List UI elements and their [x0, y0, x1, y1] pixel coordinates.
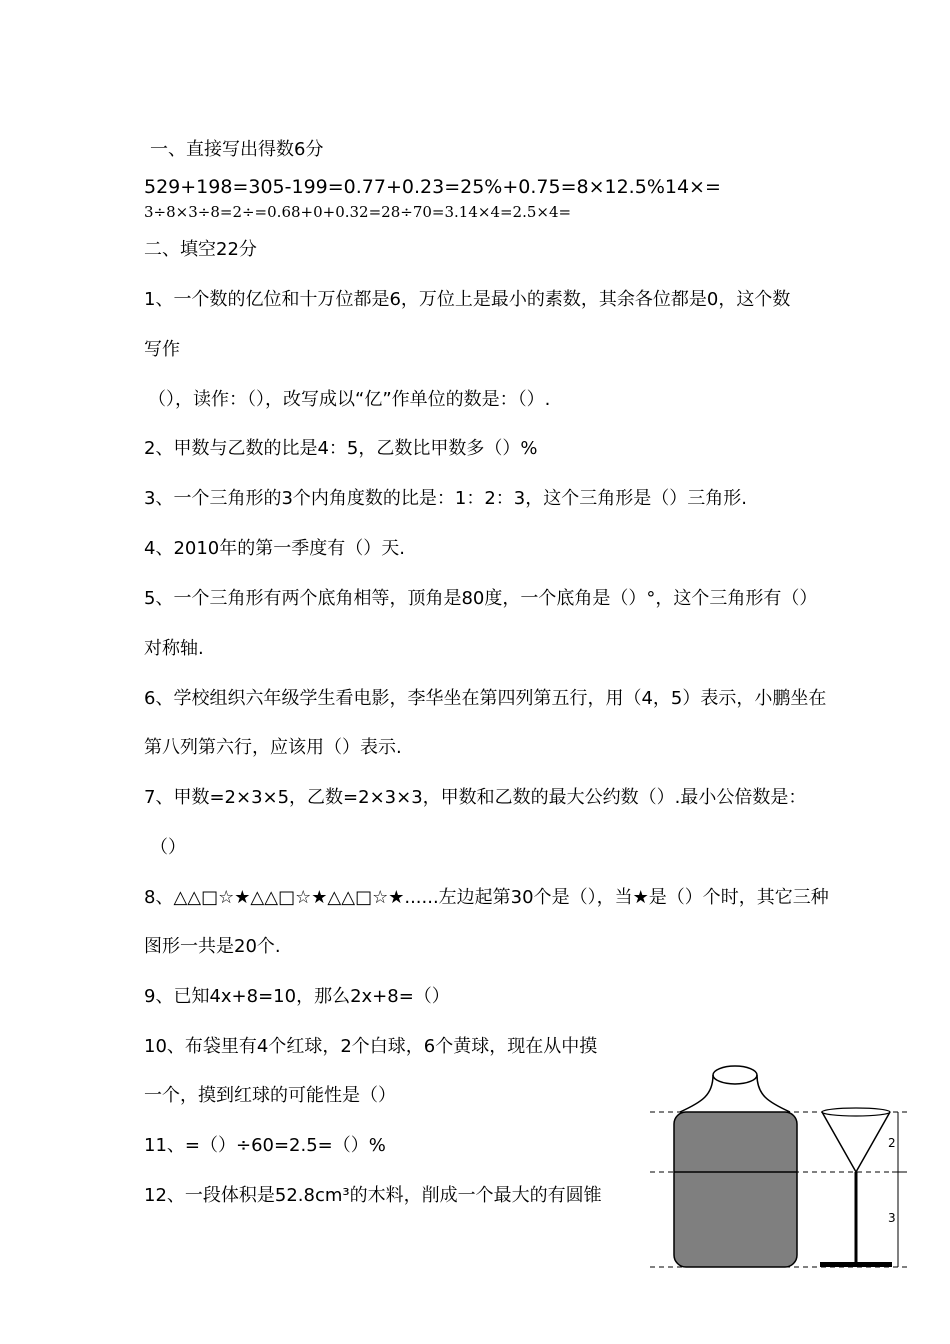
question-line: 10、布袋里有4个红球，2个白球，6个黄球，现在从中摸: [144, 1036, 598, 1057]
dimension-label-bottom: 3: [888, 1211, 896, 1225]
cone-base: [820, 1262, 892, 1267]
bottle-body: [674, 1112, 797, 1267]
section-1-heading: 一、直接写出得数6分: [150, 139, 324, 160]
cone-cup: [822, 1112, 890, 1172]
question-line: 12、一段体积是52.8cm³的木料，削成一个最大的有圆锥: [144, 1185, 602, 1206]
bottle-mouth: [713, 1066, 757, 1084]
calc-row-1: 529+198=305-199=0.77+0.23=25%+0.75=8×12.5%14×=: [144, 176, 721, 198]
question-line: 6、学校组织六年级学生看电影，李华坐在第四列第五行，用（4，5）表示，小鹏坐在: [144, 688, 827, 709]
question-line: 4、2010年的第一季度有（）天.: [144, 538, 405, 559]
question-line: 图形一共是20个.: [144, 936, 281, 957]
question-line: 第八列第六行，应该用（）表示.: [144, 737, 402, 758]
question-line: 8、△△□☆★△△□☆★△△□☆★......左边起第30个是（），当★是（）个时，其它三种: [144, 887, 829, 908]
question-line: 2、甲数与乙数的比是4：5，乙数比甲数多（）%: [144, 438, 538, 459]
question-line: 对称轴.: [144, 638, 204, 659]
question-line: （）: [150, 837, 186, 858]
question-line: 3、一个三角形的3个内角度数的比是：1：2：3，这个三角形是（）三角形.: [144, 488, 747, 509]
section-2-heading: 二、填空22分: [144, 239, 257, 260]
question-line: 写作: [144, 339, 180, 360]
question-line: 一个，摸到红球的可能性是（）: [144, 1085, 396, 1106]
question-line: （），读作：（），改写成以“亿”作单位的数是：（）.: [148, 389, 551, 410]
question-line: 11、=（）÷60=2.5=（）%: [144, 1135, 386, 1156]
cone-rim: [822, 1108, 890, 1116]
question-line: 5、一个三角形有两个底角相等，顶角是80度，一个底角是（）°，这个三角形有（）: [144, 588, 818, 609]
calc-row-2: 3÷8×3÷8=2÷=0.68+0+0.32=28÷70=3.14×4=2.5×4=: [144, 203, 572, 221]
dimension-label-top: 2: [888, 1136, 896, 1150]
question-line: 1、一个数的亿位和十万位都是6，万位上是最小的素数，其余各位都是0，这个数: [144, 289, 791, 310]
question-line: 9、已知4x+8=10，那么2x+8=（）: [144, 986, 450, 1007]
question-line: 7、甲数=2×3×5，乙数=2×3×3，甲数和乙数的最大公约数（）.最小公倍数是：: [144, 787, 807, 808]
bottle-and-cone-glass-figure: [640, 1050, 920, 1280]
